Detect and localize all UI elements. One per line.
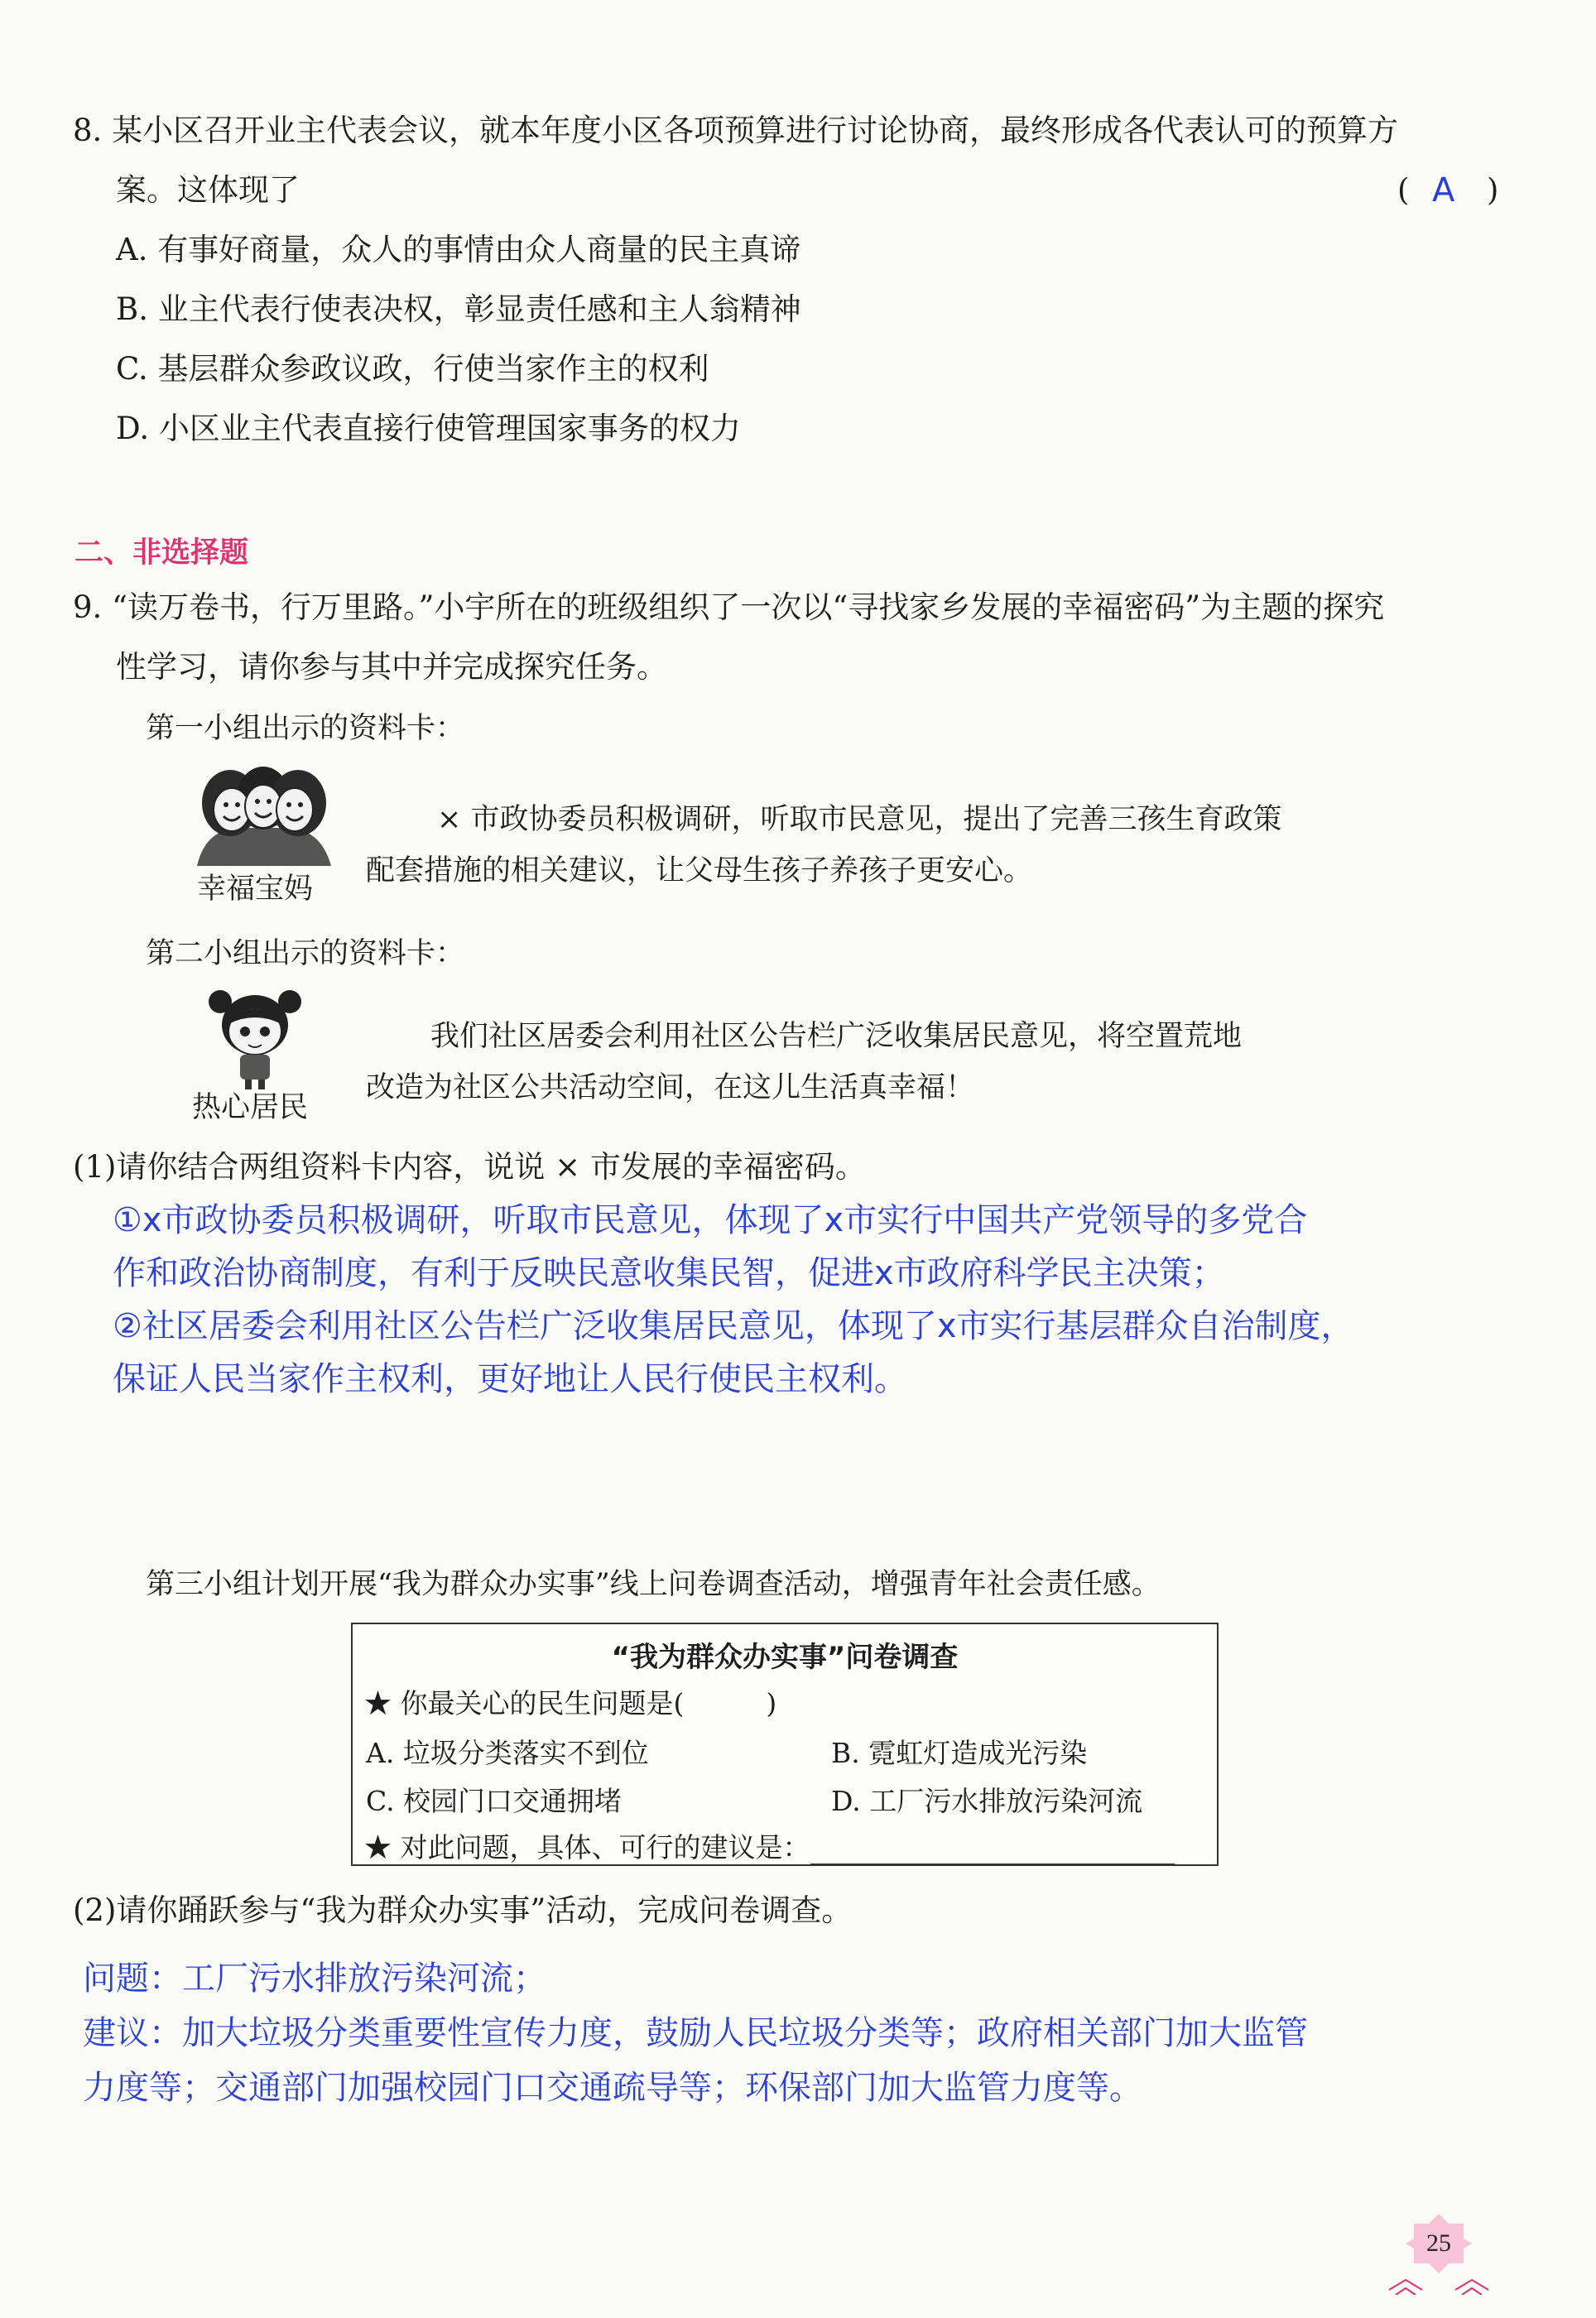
q8-option-a: A. 有事好商量，众人的事情由众人商量的民主真谛	[116, 232, 801, 267]
happy-moms-illustration	[189, 760, 338, 866]
sub-question-1: (1)请你结合两组资料卡内容，说说 × 市发展的幸福密码。	[73, 1149, 866, 1185]
survey-title: “我为群众办实事”问卷调查	[611, 1641, 959, 1674]
sub-question-2: (2)请你踊跃参与“我为群众办实事”活动，完成问卷调查。	[73, 1892, 853, 1928]
card1-label: 幸福宝妈	[197, 873, 314, 906]
suggestion-blank-line	[810, 1840, 1175, 1865]
survey-option-b: B. 霓虹灯造成光污染	[831, 1737, 1088, 1769]
q8-stem-line2: 案。这体现了	[116, 172, 300, 208]
card2-text-line2: 改造为社区公共活动空间，在这儿生活真幸福！	[366, 1071, 975, 1104]
q9-stem-line1: 9. “读万卷书，行万里路。”小宇所在的班级组织了一次以“寻找家乡发展的幸福密码”为主题的探究	[73, 589, 1385, 625]
answer1-line3: ②社区居委会利用社区公告栏广泛收集居民意见，体现了x市实行基层群众自治制度，	[113, 1307, 1354, 1345]
q8-bracket-right: )	[1487, 172, 1499, 208]
q8-stem-line1: 8. 某小区召开业主代表会议，就本年度小区各项预算进行讨论协商，最终形成各代表认可的预算方	[73, 113, 1399, 148]
q8-option-d: D. 小区业主代表直接行使管理国家事务的权力	[116, 411, 741, 446]
group3-text: 第三小组计划开展“我为群众办实事”线上问卷调查活动，增强青年社会责任感。	[146, 1568, 1161, 1601]
answer1-line2: 作和政治协商制度，有利于反映民意收集民智，促进x市政府科学民主决策；	[113, 1254, 1225, 1292]
answer1-line4: 保证人民当家作主权利，更好地让人民行使民主权利。	[113, 1360, 907, 1398]
q8-bracket-left: (	[1397, 172, 1410, 208]
q9-stem-line2: 性学习，请你参与其中并完成探究任务。	[116, 649, 667, 685]
survey-question: ★ 你最关心的民生问题是( )	[364, 1687, 777, 1719]
page-wave-decoration-icon	[1387, 2275, 1490, 2295]
survey-option-d: D. 工厂污水排放污染河流	[831, 1785, 1143, 1817]
q8-answer: A	[1432, 171, 1455, 209]
answer2-line1: 问题：工厂污水排放污染河流；	[83, 1960, 546, 1998]
survey-option-c: C. 校园门口交通拥堵	[366, 1785, 623, 1817]
card1-text-line1: × 市政协委员积极调研，听取市民意见，提出了完善三孩生育政策	[437, 803, 1282, 836]
resident-girl-illustration	[202, 983, 308, 1089]
card1-text-line2: 配套措施的相关建议，让父母生孩子养孩子更安心。	[366, 854, 1033, 887]
q8-option-b: B. 业主代表行使表决权，彰显责任感和主人翁精神	[116, 291, 801, 327]
group1-heading: 第一小组出示的资料卡：	[146, 712, 465, 745]
answer2-line3: 力度等；交通部门加强校园门口交通疏导等；环保部门加大监管力度等。	[83, 2069, 1142, 2107]
survey-suggestion-label: ★ 对此问题，具体、可行的建议是：	[364, 1831, 810, 1864]
card2-label: 热心居民	[192, 1091, 309, 1124]
card2-text-line1: 我们社区居委会利用社区公告栏广泛收集居民意见，将空置荒地	[430, 1020, 1243, 1053]
page-number: 25	[1426, 2229, 1451, 2257]
section-title: 二、非选择题	[75, 536, 249, 570]
answer1-line1: ①x市政协委员积极调研，听取市民意见，体现了x市实行中国共产党领导的多党合	[113, 1201, 1308, 1239]
survey-suggestion	[364, 1826, 1175, 1865]
q8-option-c: C. 基层群众参政议政，行使当家作主的权利	[116, 351, 709, 387]
survey-box	[351, 1623, 1219, 1866]
answer2-line2: 建议：加大垃圾分类重要性宣传力度，鼓励人民垃圾分类等；政府相关部门加大监管	[83, 2014, 1308, 2052]
group2-heading: 第二小组出示的资料卡：	[146, 937, 465, 970]
survey-option-a: A. 垃圾分类落实不到位	[366, 1737, 649, 1769]
